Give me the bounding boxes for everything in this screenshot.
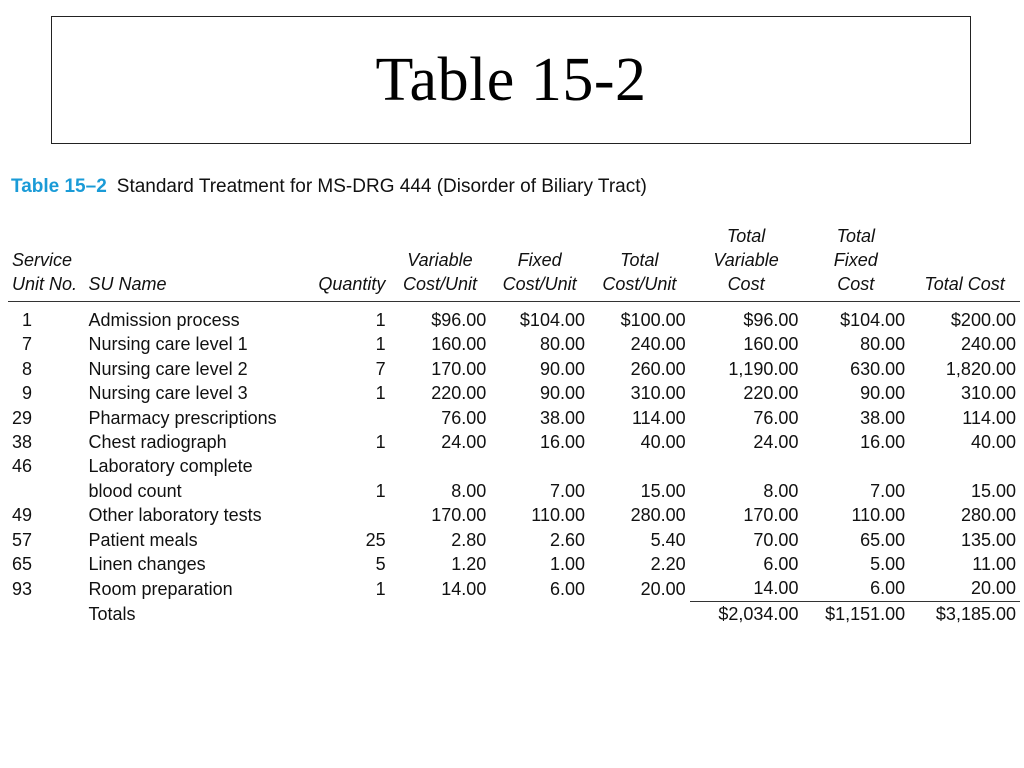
table-row: [8, 503, 1020, 527]
slide-title-box: [51, 16, 971, 144]
cell-fixed-cost-unit: $104.00: [519, 310, 585, 330]
cell-variable-cost-unit: 14.00: [441, 578, 487, 599]
cell-quantity: 5: [375, 554, 386, 575]
cell-variable-cost-unit: 2.80: [451, 529, 487, 550]
cell-quantity: 1: [375, 578, 386, 599]
cell-unit-no: 93: [12, 578, 33, 599]
total-cost-sum: $3,185.00: [935, 603, 1016, 624]
cell-total-fixed-cost: 6.00: [802, 576, 909, 601]
cell-unit-no: 8: [22, 358, 33, 379]
cell-total-variable-cost: 6.00: [763, 554, 799, 575]
table-row: [8, 332, 1020, 356]
cell-su-name-continued: blood count: [88, 480, 182, 501]
cell-su-name: Laboratory complete: [88, 456, 253, 477]
header-total-variable-cost: Total Variable Cost: [690, 222, 803, 302]
cell-quantity: 1: [375, 334, 386, 355]
cell-total-cost-unit: 260.00: [630, 358, 686, 379]
cell-variable-cost-unit: 1.20: [451, 554, 487, 575]
cell-total-cost-unit: 310.00: [630, 383, 686, 404]
total-variable-cost-sum: $2,034.00: [718, 603, 799, 624]
cell-total-cost: 11.00: [972, 554, 1016, 575]
cell-su-name: Nursing care level 1: [88, 334, 248, 355]
table-row: [8, 381, 1020, 405]
cell-unit-no: 38: [12, 432, 33, 453]
table-caption-text: Standard Treatment for MS-DRG 444 (Disorder of Biliary Tract): [116, 176, 647, 197]
cell-total-cost-unit: 40.00: [640, 432, 686, 453]
cell-quantity: 1: [375, 383, 386, 404]
cell-unit-no: 9: [22, 383, 33, 404]
cell-total-cost-unit: 20.00: [640, 578, 686, 599]
cell-su-name: Linen changes: [88, 554, 206, 575]
cell-fixed-cost-unit: 80.00: [539, 334, 585, 355]
cell-unit-no: 49: [12, 505, 33, 526]
cell-fixed-cost-unit: 38.00: [539, 407, 585, 428]
cell-total-variable-cost: 76.00: [753, 407, 799, 428]
cell-quantity: 1: [375, 310, 386, 330]
cell-su-name: Other laboratory tests: [88, 505, 262, 526]
cell-variable-cost-unit: 160.00: [431, 334, 487, 355]
cell-su-name: Patient meals: [88, 529, 198, 550]
cell-total-variable-cost: 70.00: [753, 529, 799, 550]
cell-total-variable-cost: 8.00: [763, 480, 799, 501]
cell-total-cost: $200.00: [950, 310, 1016, 330]
cell-total-cost: 15.00: [970, 480, 1016, 501]
cell-total-fixed-cost: 65.00: [860, 529, 906, 550]
header-total-cost: Total Cost: [909, 222, 1020, 302]
table-row: [8, 528, 1020, 552]
cell-total-cost: 135.00: [960, 529, 1016, 550]
cell-total-cost: 40.00: [970, 432, 1016, 453]
header-total-fixed-cost: Total Fixed Cost: [802, 222, 909, 302]
cell-unit-no: 1: [22, 310, 33, 330]
cell-total-fixed-cost: 80.00: [860, 334, 906, 355]
table-row: [8, 357, 1020, 381]
table-row: [8, 479, 1020, 503]
cell-total-cost: 114.00: [962, 407, 1016, 428]
cell-total-fixed-cost: 38.00: [860, 407, 906, 428]
cell-su-name: Pharmacy prescriptions: [88, 407, 277, 428]
cell-total-variable-cost: 1,190.00: [728, 358, 799, 379]
header-service-unit-no: Service Unit No.: [8, 222, 85, 302]
header-total-cost-unit: Total Cost/Unit: [589, 222, 690, 302]
cell-unit-no: 7: [22, 334, 33, 355]
header-quantity: Quantity: [314, 222, 390, 302]
cell-variable-cost-unit: 170.00: [431, 505, 487, 526]
cell-total-fixed-cost: 7.00: [870, 480, 906, 501]
cell-fixed-cost-unit: 16.00: [539, 432, 585, 453]
cell-fixed-cost-unit: 1.00: [549, 554, 585, 575]
cell-total-fixed-cost: 16.00: [860, 432, 906, 453]
cell-total-cost-unit: 15.00: [640, 480, 686, 501]
cell-unit-no: 29: [12, 407, 33, 428]
cell-variable-cost-unit: $96.00: [431, 310, 487, 330]
table-header-row: [8, 222, 1020, 302]
cell-total-cost: 20.00: [909, 576, 1020, 601]
table-caption-label: Table 15–2: [11, 176, 107, 197]
cell-total-cost: 1,820.00: [945, 358, 1016, 379]
cell-total-cost-unit: 5.40: [650, 529, 686, 550]
table-caption: [11, 176, 647, 198]
cell-total-cost: 280.00: [960, 505, 1016, 526]
table-row: [8, 302, 1020, 333]
cell-variable-cost-unit: 8.00: [451, 480, 487, 501]
cell-total-cost-unit: $100.00: [620, 310, 686, 330]
cell-total-cost: 310.00: [960, 383, 1016, 404]
table-row: [8, 430, 1020, 454]
cell-fixed-cost-unit: 7.00: [549, 480, 585, 501]
cell-fixed-cost-unit: 90.00: [539, 358, 585, 379]
header-su-name: SU Name: [85, 222, 315, 302]
cell-total-fixed-cost: 110.00: [851, 505, 906, 526]
total-fixed-cost-sum: $1,151.00: [825, 603, 906, 624]
cell-variable-cost-unit: 24.00: [441, 432, 487, 453]
cell-quantity: 1: [375, 432, 386, 453]
totals-row: [8, 601, 1020, 626]
cell-total-cost-unit: 2.20: [650, 554, 686, 575]
cell-quantity: 7: [375, 358, 386, 379]
cell-total-cost-unit: 280.00: [630, 505, 686, 526]
cell-su-name: Nursing care level 3: [88, 383, 248, 404]
cell-total-cost-unit: 114.00: [631, 407, 686, 428]
cell-total-cost: 240.00: [960, 334, 1016, 355]
cell-su-name: Room preparation: [88, 578, 233, 599]
cell-quantity: 25: [365, 529, 386, 550]
cell-su-name: Chest radiograph: [88, 432, 227, 453]
cell-total-cost-unit: 240.00: [630, 334, 686, 355]
cell-quantity: [314, 503, 390, 527]
slide-title: Table 15-2: [375, 45, 647, 114]
cell-total-variable-cost: 24.00: [753, 432, 799, 453]
cell-variable-cost-unit: 220.00: [431, 383, 487, 404]
cell-quantity: 1: [375, 480, 386, 501]
cell-total-variable-cost: $96.00: [743, 310, 799, 330]
totals-label: Totals: [88, 603, 136, 624]
table-row: [8, 454, 1020, 478]
cell-su-name: Nursing care level 2: [88, 358, 248, 379]
cell-fixed-cost-unit: 90.00: [539, 383, 585, 404]
cell-total-variable-cost: 220.00: [743, 383, 799, 404]
cell-variable-cost-unit: 170.00: [431, 358, 487, 379]
cell-total-variable-cost: 14.00: [690, 576, 803, 601]
cell-total-fixed-cost: 630.00: [850, 358, 906, 379]
header-fixed-cost-unit: Fixed Cost/Unit: [490, 222, 589, 302]
cell-fixed-cost-unit: 6.00: [549, 578, 585, 599]
cell-total-fixed-cost: 5.00: [870, 554, 906, 575]
cell-variable-cost-unit: 76.00: [441, 407, 487, 428]
table-row: [8, 576, 1020, 601]
table-row: [8, 552, 1020, 576]
cell-total-variable-cost: 170.00: [743, 505, 799, 526]
cell-unit-no: 57: [12, 529, 33, 550]
cell-fixed-cost-unit: 110.00: [531, 505, 585, 526]
cell-unit-no: 65: [12, 554, 33, 575]
cell-quantity: [314, 406, 390, 430]
table-row: [8, 406, 1020, 430]
header-variable-cost-unit: Variable Cost/Unit: [390, 222, 491, 302]
cell-fixed-cost-unit: 2.60: [549, 529, 585, 550]
cell-su-name: Admission process: [88, 310, 240, 330]
cost-table: [8, 222, 1020, 626]
cell-total-fixed-cost: 90.00: [860, 383, 906, 404]
cell-total-fixed-cost: $104.00: [840, 310, 906, 330]
cell-total-variable-cost: 160.00: [743, 334, 799, 355]
cell-unit-no: 46: [12, 456, 33, 477]
